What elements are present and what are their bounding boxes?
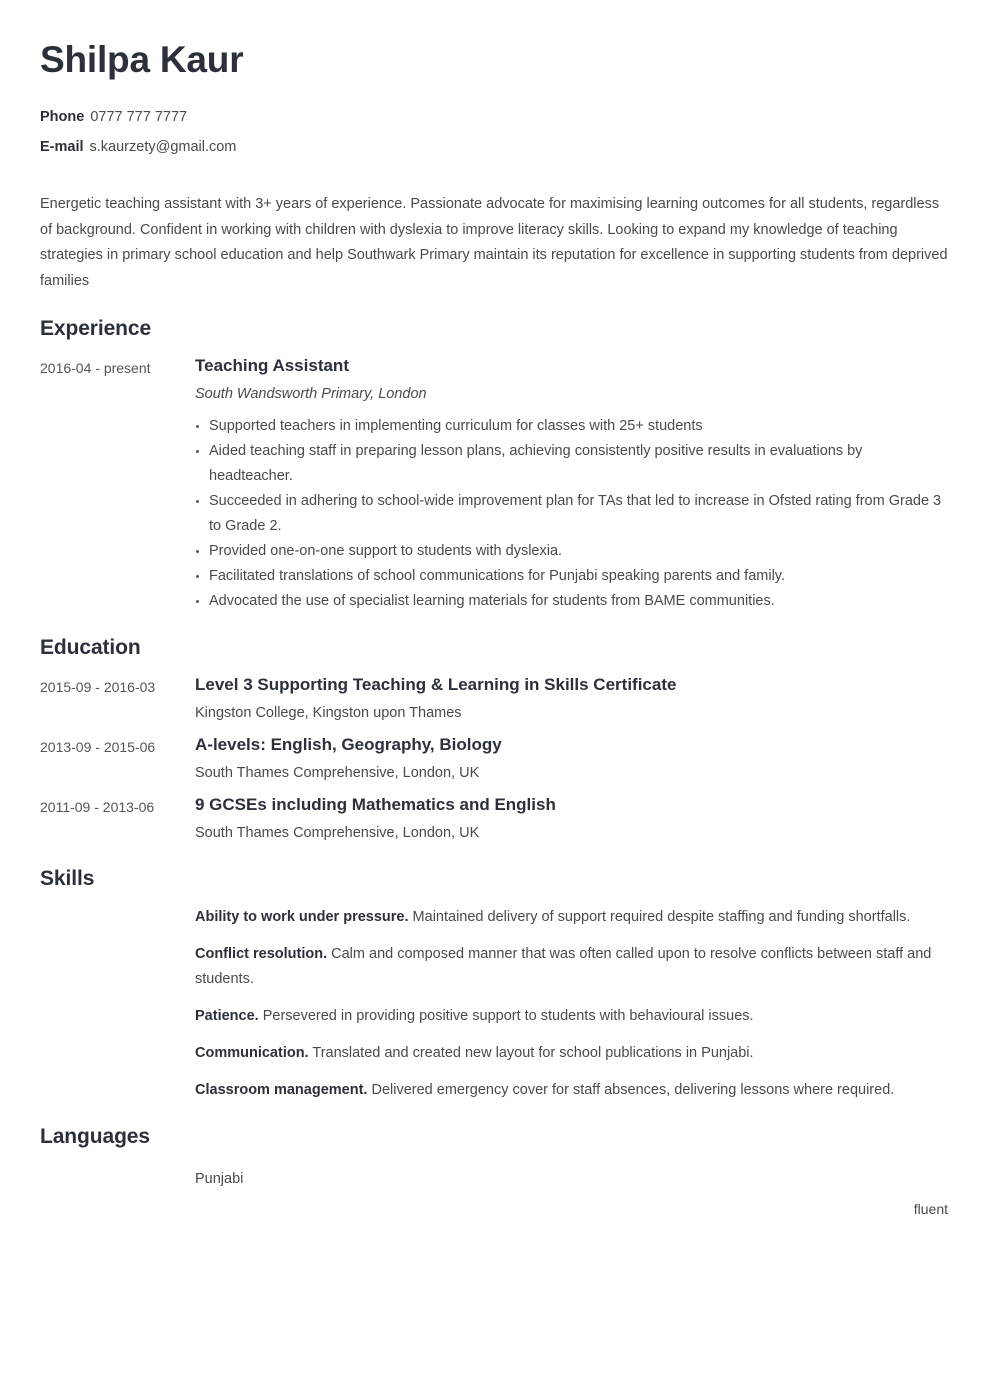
education-body bbox=[195, 794, 948, 845]
contact-value-phone: 0777 777 7777 bbox=[90, 108, 188, 125]
resume-header bbox=[40, 40, 948, 158]
contact-row-phone bbox=[40, 107, 948, 128]
skill-name: Communication. bbox=[195, 1045, 309, 1062]
experience-bullet-list bbox=[195, 414, 948, 615]
education-entry bbox=[40, 674, 948, 725]
section-title-skills: Skills bbox=[40, 866, 95, 890]
experience-bullet: Aided teaching staff in preparing lesson plans, achieving consistently positive results in evaluations by headteacher. bbox=[195, 439, 948, 489]
languages-list bbox=[195, 1163, 948, 1217]
skill-description: Delivered emergency cover for staff absences, delivering lessons where required. bbox=[371, 1082, 895, 1099]
skill-description: Calm and composed manner that was often called upon to resolve conflicts between staff and students. bbox=[195, 945, 932, 988]
experience-bullet: Provided one-on-one support to students with dyslexia. bbox=[195, 539, 948, 564]
skill-name: Patience. bbox=[195, 1008, 259, 1025]
education-degree: 9 GCSEs including Mathematics and English bbox=[195, 795, 556, 815]
education-school: Kingston College, Kingston upon Thames bbox=[195, 705, 462, 722]
education-school: South Thames Comprehensive, London, UK bbox=[195, 765, 480, 782]
education-body bbox=[195, 734, 948, 785]
experience-role: Teaching Assistant bbox=[195, 355, 349, 375]
skill-item bbox=[195, 942, 948, 992]
language-name: Punjabi bbox=[195, 1171, 244, 1188]
section-title-experience: Experience bbox=[40, 316, 152, 340]
education-dates: 2015-09 - 2016-03 bbox=[40, 679, 156, 696]
skill-name: Conflict resolution. bbox=[195, 945, 328, 962]
education-degree: A-levels: English, Geography, Biology bbox=[195, 735, 502, 755]
section-title-languages: Languages bbox=[40, 1125, 150, 1149]
experience-bullet: Succeeded in adhering to school-wide improvement plan for TAs that led to increase in Ofsted rating from Grade 3 to Grade 2. bbox=[195, 489, 948, 539]
education-dates: 2013-09 - 2015-06 bbox=[40, 739, 156, 756]
language-proficiency-bar bbox=[722, 1176, 948, 1185]
experience-entry bbox=[40, 355, 948, 614]
skill-description: Maintained delivery of support required despite staffing and funding shortfalls. bbox=[412, 908, 911, 925]
section-title-education: Education bbox=[40, 636, 141, 660]
education-entry bbox=[40, 794, 948, 845]
skill-name: Classroom management. bbox=[195, 1082, 368, 1099]
section-experience bbox=[40, 317, 948, 614]
skill-description: Persevered in providing positive support to students with behavioural issues. bbox=[262, 1008, 754, 1025]
section-languages bbox=[40, 1125, 948, 1217]
section-skills bbox=[40, 867, 948, 1103]
education-school: South Thames Comprehensive, London, UK bbox=[195, 825, 480, 842]
education-degree: Level 3 Supporting Teaching & Learning in Skills Certificate bbox=[195, 675, 677, 695]
contact-label-phone: Phone bbox=[40, 108, 85, 125]
skill-item bbox=[195, 1004, 948, 1029]
section-education bbox=[40, 636, 948, 845]
experience-bullet: Advocated the use of specialist learning materials for students from BAME communities. bbox=[195, 589, 948, 614]
contact-label-email: E-mail bbox=[40, 138, 84, 155]
skill-item bbox=[195, 1078, 948, 1103]
skill-description: Translated and created new layout for school publications in Punjabi. bbox=[312, 1045, 754, 1062]
skill-name: Ability to work under pressure. bbox=[195, 908, 409, 925]
contact-value-email: s.kaurzety@gmail.com bbox=[89, 138, 237, 155]
language-level: fluent bbox=[913, 1201, 948, 1218]
experience-body bbox=[195, 355, 948, 614]
experience-bullet: Supported teachers in implementing curriculum for classes with 25+ students bbox=[195, 414, 948, 439]
education-body bbox=[195, 674, 948, 725]
contact-row-email bbox=[40, 137, 948, 158]
skill-item bbox=[195, 1041, 948, 1066]
experience-employer: South Wandsworth Primary, London bbox=[195, 386, 427, 402]
candidate-name: Shilpa Kaur bbox=[40, 39, 244, 80]
skill-item bbox=[195, 905, 948, 930]
education-entry bbox=[40, 734, 948, 785]
experience-dates: 2016-04 - present bbox=[40, 359, 151, 376]
language-row bbox=[195, 1163, 948, 1191]
experience-bullet: Facilitated translations of school communications for Punjabi speaking parents and family. bbox=[195, 564, 948, 589]
professional-summary: Energetic teaching assistant with 3+ years of experience. Passionate advocate for maximising learning outcomes for all students, regardless of background. Confident in working with children with dyslexia to improve literacy skills. Looking to expand my knowledge of teaching strategies in primary school education and help Southwark Primary maintain its reputation for excellence in supporting students from deprived families bbox=[40, 195, 948, 290]
education-dates: 2011-09 - 2013-06 bbox=[40, 799, 155, 816]
skills-list bbox=[195, 905, 948, 1103]
